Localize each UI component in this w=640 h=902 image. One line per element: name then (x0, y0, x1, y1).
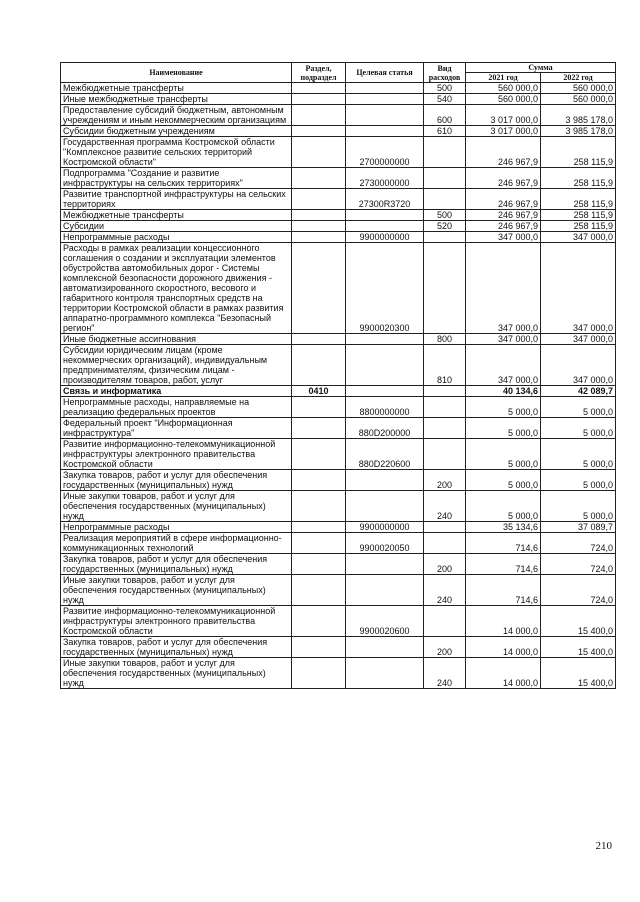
row-target-cell (346, 334, 424, 345)
row-name-cell: Государственная программа Костромской области "Комплексное развитие сельских территорий Костромской области" (61, 137, 292, 168)
header-section: Раздел, подраздел (292, 63, 346, 83)
row-expense-cell (424, 168, 466, 189)
row-target-cell: 27300R3720 (346, 189, 424, 210)
row-name-cell: Иные закупки товаров, работ и услуг для обеспечения государственных (муниципальных) нужд (61, 575, 292, 606)
row-expense-cell (424, 397, 466, 418)
row-target-cell: 8800000000 (346, 397, 424, 418)
header-name: Наименование (61, 63, 292, 83)
row-2021-cell: 40 134,6 (466, 386, 541, 397)
row-section-cell (292, 232, 346, 243)
row-2021-cell: 35 134,6 (466, 522, 541, 533)
row-2022-cell: 42 089,7 (541, 386, 616, 397)
row-2022-cell: 724,0 (541, 575, 616, 606)
row-name-cell: Связь и информатика (61, 386, 292, 397)
row-target-cell: 2730000000 (346, 168, 424, 189)
row-2022-cell: 15 400,0 (541, 637, 616, 658)
row-target-cell (346, 94, 424, 105)
row-expense-cell: 500 (424, 210, 466, 221)
row-2021-cell: 560 000,0 (466, 94, 541, 105)
row-target-cell (346, 470, 424, 491)
row-2021-cell: 347 000,0 (466, 232, 541, 243)
row-2021-cell: 714,6 (466, 533, 541, 554)
row-section-cell (292, 637, 346, 658)
table-row (61, 126, 616, 137)
row-2022-cell: 560 000,0 (541, 94, 616, 105)
table-row (61, 491, 616, 522)
row-expense-cell (424, 386, 466, 397)
row-name-cell: Непрограммные расходы (61, 522, 292, 533)
row-expense-cell (424, 137, 466, 168)
row-2021-cell: 347 000,0 (466, 334, 541, 345)
row-2022-cell: 347 000,0 (541, 232, 616, 243)
row-expense-cell: 520 (424, 221, 466, 232)
header-year-2022: 2022 год (541, 73, 616, 83)
row-section-cell (292, 397, 346, 418)
row-2021-cell: 3 017 000,0 (466, 105, 541, 126)
row-2022-cell: 37 089,7 (541, 522, 616, 533)
table-row (61, 658, 616, 689)
row-name-cell: Субсидии (61, 221, 292, 232)
row-target-cell (346, 386, 424, 397)
row-2022-cell: 5 000,0 (541, 470, 616, 491)
row-2022-cell: 5 000,0 (541, 418, 616, 439)
table-row (61, 94, 616, 105)
row-name-cell: Подпрограмма "Создание и развитие инфраструктуры на сельских территориях" (61, 168, 292, 189)
budget-table (60, 62, 616, 689)
row-target-cell: 9900020050 (346, 533, 424, 554)
row-section-cell (292, 168, 346, 189)
row-section-cell (292, 189, 346, 210)
row-name-cell: Межбюджетные трансферты (61, 83, 292, 94)
row-section-cell (292, 126, 346, 137)
row-name-cell: Непрограммные расходы (61, 232, 292, 243)
row-name-cell: Закупка товаров, работ и услуг для обеспечения государственных (муниципальных) нужд (61, 470, 292, 491)
row-name-cell: Предоставление субсидий бюджетным, автономным учреждениям и иным некоммерческим организациям (61, 105, 292, 126)
row-expense-cell: 200 (424, 470, 466, 491)
table-row (61, 232, 616, 243)
row-name-cell: Развитие информационно-телекоммуникационной инфраструктуры электронного правительства Костромской области (61, 606, 292, 637)
table-row (61, 397, 616, 418)
row-section-cell (292, 439, 346, 470)
row-target-cell: 2700000000 (346, 137, 424, 168)
row-2021-cell: 5 000,0 (466, 470, 541, 491)
table-row (61, 210, 616, 221)
row-2021-cell: 5 000,0 (466, 439, 541, 470)
row-expense-cell (424, 533, 466, 554)
row-expense-cell (424, 418, 466, 439)
table-row (61, 221, 616, 232)
row-expense-cell: 540 (424, 94, 466, 105)
row-2021-cell: 5 000,0 (466, 397, 541, 418)
header-sum: Сумма (466, 63, 616, 73)
row-section-cell (292, 243, 346, 334)
row-name-cell: Реализация мероприятий в сфере информационно-коммуникационных технологий (61, 533, 292, 554)
row-2021-cell: 714,6 (466, 575, 541, 606)
table-row (61, 522, 616, 533)
row-section-cell (292, 105, 346, 126)
row-target-cell: 9900020600 (346, 606, 424, 637)
table-row (61, 439, 616, 470)
row-target-cell (346, 105, 424, 126)
table-body (61, 83, 616, 689)
table-row (61, 137, 616, 168)
row-section-cell (292, 658, 346, 689)
table-row (61, 83, 616, 94)
row-2021-cell: 347 000,0 (466, 345, 541, 386)
table-row (61, 189, 616, 210)
row-target-cell: 9900020300 (346, 243, 424, 334)
row-2021-cell: 246 967,9 (466, 189, 541, 210)
row-2022-cell: 258 115,9 (541, 210, 616, 221)
row-target-cell: 880D200000 (346, 418, 424, 439)
table-row (61, 334, 616, 345)
row-2021-cell: 14 000,0 (466, 606, 541, 637)
row-section-cell (292, 83, 346, 94)
row-2022-cell: 15 400,0 (541, 606, 616, 637)
table-row (61, 105, 616, 126)
row-2022-cell: 5 000,0 (541, 491, 616, 522)
row-target-cell (346, 637, 424, 658)
table-row (61, 637, 616, 658)
row-section-cell (292, 210, 346, 221)
row-2021-cell: 14 000,0 (466, 658, 541, 689)
header-year-2021: 2021 год (466, 73, 541, 83)
row-target-cell (346, 575, 424, 606)
row-section-cell (292, 533, 346, 554)
row-target-cell (346, 345, 424, 386)
row-expense-cell (424, 232, 466, 243)
row-name-cell: Расходы в рамках реализации концессионного соглашения о создании и эксплуатации элементов обустройства автомобильных дорог - Системы комплексной безопасности дорожного движения - автоматизированного скоростного, весового и габаритного контроля транспортных средств на территории Костромской области в рамках развития аппаратно-программного комплекса "Безопасный регион" (61, 243, 292, 334)
row-section-cell (292, 221, 346, 232)
row-2022-cell: 3 985 178,0 (541, 105, 616, 126)
row-2022-cell: 560 000,0 (541, 83, 616, 94)
row-name-cell: Иные бюджетные ассигнования (61, 334, 292, 345)
row-expense-cell: 500 (424, 83, 466, 94)
row-2022-cell: 724,0 (541, 554, 616, 575)
header-target: Целевая статья (346, 63, 424, 83)
row-expense-cell (424, 243, 466, 334)
row-target-cell (346, 491, 424, 522)
row-2021-cell: 246 967,9 (466, 221, 541, 232)
row-expense-cell: 240 (424, 575, 466, 606)
table-row (61, 168, 616, 189)
row-expense-cell: 600 (424, 105, 466, 126)
row-section-cell (292, 522, 346, 533)
row-expense-cell: 610 (424, 126, 466, 137)
row-2021-cell: 5 000,0 (466, 491, 541, 522)
row-name-cell: Развитие транспортной инфраструктуры на сельских территориях (61, 189, 292, 210)
row-name-cell: Развитие информационно-телекоммуникационной инфраструктуры электронного правительства Костромской области (61, 439, 292, 470)
table-row (61, 554, 616, 575)
row-2022-cell: 258 115,9 (541, 189, 616, 210)
row-expense-cell: 240 (424, 491, 466, 522)
row-target-cell (346, 554, 424, 575)
row-expense-cell (424, 606, 466, 637)
row-section-cell (292, 575, 346, 606)
row-2022-cell: 258 115,9 (541, 137, 616, 168)
row-expense-cell (424, 522, 466, 533)
row-name-cell: Иные закупки товаров, работ и услуг для обеспечения государственных (муниципальных) нужд (61, 658, 292, 689)
row-2022-cell: 15 400,0 (541, 658, 616, 689)
table-row (61, 533, 616, 554)
table-row (61, 243, 616, 334)
page-number: 210 (595, 840, 612, 852)
table-header (61, 63, 616, 83)
table-row (61, 418, 616, 439)
row-2022-cell: 724,0 (541, 533, 616, 554)
row-2022-cell: 347 000,0 (541, 334, 616, 345)
row-section-cell (292, 345, 346, 386)
table-row (61, 345, 616, 386)
table-row (61, 470, 616, 491)
row-target-cell (346, 83, 424, 94)
row-2022-cell: 3 985 178,0 (541, 126, 616, 137)
row-expense-cell: 800 (424, 334, 466, 345)
table-row (61, 386, 616, 397)
row-name-cell: Закупка товаров, работ и услуг для обеспечения государственных (муниципальных) нужд (61, 554, 292, 575)
row-2021-cell: 246 967,9 (466, 168, 541, 189)
row-name-cell: Иные закупки товаров, работ и услуг для обеспечения государственных (муниципальных) нужд (61, 491, 292, 522)
row-target-cell (346, 658, 424, 689)
row-2021-cell: 560 000,0 (466, 83, 541, 94)
row-name-cell: Закупка товаров, работ и услуг для обеспечения государственных (муниципальных) нужд (61, 637, 292, 658)
row-2022-cell: 347 000,0 (541, 243, 616, 334)
row-name-cell: Субсидии бюджетным учреждениям (61, 126, 292, 137)
row-name-cell: Иные межбюджетные трансферты (61, 94, 292, 105)
header-expense-type: Вид расходов (424, 63, 466, 83)
row-target-cell: 880D220600 (346, 439, 424, 470)
row-2022-cell: 5 000,0 (541, 397, 616, 418)
row-2021-cell: 246 967,9 (466, 137, 541, 168)
row-section-cell (292, 94, 346, 105)
row-2022-cell: 347 000,0 (541, 345, 616, 386)
row-2021-cell: 347 000,0 (466, 243, 541, 334)
row-target-cell (346, 126, 424, 137)
table-row (61, 606, 616, 637)
row-2021-cell: 714,6 (466, 554, 541, 575)
row-section-cell (292, 470, 346, 491)
row-expense-cell: 200 (424, 554, 466, 575)
row-2021-cell: 246 967,9 (466, 210, 541, 221)
row-target-cell: 9900000000 (346, 232, 424, 243)
row-name-cell: Субсидии юридическим лицам (кроме некоммерческих организаций), индивидуальным предпринимателям, физическим лицам - производителям товаров, работ, услуг (61, 345, 292, 386)
row-2021-cell: 3 017 000,0 (466, 126, 541, 137)
row-name-cell: Межбюджетные трансферты (61, 210, 292, 221)
row-2022-cell: 5 000,0 (541, 439, 616, 470)
row-expense-cell: 810 (424, 345, 466, 386)
row-section-cell: 0410 (292, 386, 346, 397)
row-name-cell: Непрограммные расходы, направляемые на реализацию федеральных проектов (61, 397, 292, 418)
row-target-cell (346, 210, 424, 221)
row-section-cell (292, 137, 346, 168)
row-expense-cell (424, 189, 466, 210)
row-expense-cell: 240 (424, 658, 466, 689)
row-2022-cell: 258 115,9 (541, 221, 616, 232)
row-section-cell (292, 491, 346, 522)
row-expense-cell (424, 439, 466, 470)
row-section-cell (292, 418, 346, 439)
row-expense-cell: 200 (424, 637, 466, 658)
row-2021-cell: 14 000,0 (466, 637, 541, 658)
row-2021-cell: 5 000,0 (466, 418, 541, 439)
row-name-cell: Федеральный проект "Информационная инфраструктура" (61, 418, 292, 439)
row-target-cell: 9900000000 (346, 522, 424, 533)
table-row (61, 575, 616, 606)
row-section-cell (292, 334, 346, 345)
row-target-cell (346, 221, 424, 232)
row-section-cell (292, 554, 346, 575)
row-section-cell (292, 606, 346, 637)
row-2022-cell: 258 115,9 (541, 168, 616, 189)
